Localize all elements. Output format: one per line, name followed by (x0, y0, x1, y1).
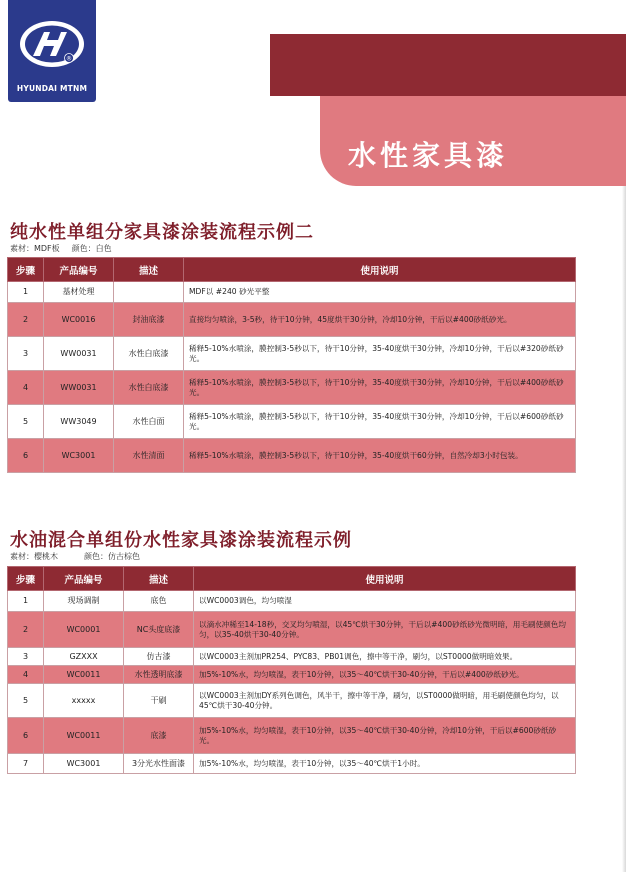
brand-logo (8, 0, 96, 102)
logo-text: HYUNDAI MTNM (16, 84, 88, 93)
registered-mark: ® (66, 55, 72, 63)
usage-cell: 稀释5-10%水喷涂，膜控制3-5秒以下，待干10分钟，35-40度烘干30分钟，冷却10分钟，干后以#600砂纸砂光。 (184, 405, 576, 439)
table-header-row (8, 258, 576, 282)
desc-cell: 水性透明底漆 (124, 666, 194, 684)
desc-cell: 封油底漆 (114, 303, 184, 337)
table-row (8, 591, 576, 612)
code-cell: WC3001 (44, 439, 114, 473)
usage-cell: 稀释5-10%水喷涂，膜控制3-5秒以下，待干10分钟，35-40度烘干30分钟，冷却10分钟，干后以#320砂纸砂光。 (184, 337, 576, 371)
section1-title: 纯水性单组分家具漆涂装流程示例二 (10, 222, 314, 243)
step-cell: 1 (8, 282, 44, 303)
step-cell: 4 (8, 371, 44, 405)
section2-table (7, 566, 576, 774)
header-description: 描述 (124, 567, 194, 591)
table-row (8, 666, 576, 684)
table-row (8, 303, 576, 337)
desc-cell (114, 282, 184, 303)
usage-cell: 稀释5-10%水喷涂，膜控制3-5秒以下，待干10分钟，35-40度烘干30分钟，冷却10分钟，干后以#400砂纸砂光。 (184, 371, 576, 405)
section1-material: 素材：MDF板 (10, 244, 60, 253)
section1-meta (10, 243, 124, 254)
table-row (8, 405, 576, 439)
code-cell: WC0011 (44, 666, 124, 684)
table-row (8, 754, 576, 774)
header-step: 步骤 (8, 258, 44, 282)
table-row (8, 648, 576, 666)
desc-cell: NC头度底漆 (124, 612, 194, 648)
section2-color: 颜色：仿古棕色 (84, 552, 140, 561)
desc-cell: 水性白底漆 (114, 371, 184, 405)
table-row (8, 718, 576, 754)
step-cell: 2 (8, 612, 44, 648)
section1-table (7, 257, 576, 473)
page-edge-shadow (622, 186, 626, 872)
desc-cell: 3分光水性面漆 (124, 754, 194, 774)
usage-cell: 加5%-10%水，均匀喷湿，表干10分钟，以35～40℃烘干1小时。 (194, 754, 576, 774)
code-cell: WC0016 (44, 303, 114, 337)
section1-color: 颜色：白色 (71, 244, 112, 253)
code-cell: WW0031 (44, 371, 114, 405)
code-cell: WC3001 (44, 754, 124, 774)
banner-title-block (320, 96, 626, 186)
code-cell: WW0031 (44, 337, 114, 371)
step-cell: 6 (8, 718, 44, 754)
desc-cell: 干刷 (124, 684, 194, 718)
usage-cell: MDF以 #240 砂光平整 (184, 282, 576, 303)
step-cell: 3 (8, 337, 44, 371)
banner-dark-stripe (270, 34, 626, 96)
usage-cell: 加5%-10%水，均匀喷湿，表干10分钟，以35～40℃烘干30-40分钟，冷却10分钟，干后以#600砂纸砂光。 (194, 718, 576, 754)
desc-cell: 底漆 (124, 718, 194, 754)
usage-cell: 以WC0003主剂加PR254、PYC83、PB01调色，擦中等干净，刷匀，以ST0000做明暗效果。 (194, 648, 576, 666)
hyundai-logo-icon (17, 10, 87, 76)
table-row (8, 612, 576, 648)
header-usage: 使用说明 (184, 258, 576, 282)
desc-cell: 底色 (124, 591, 194, 612)
step-cell: 6 (8, 439, 44, 473)
step-cell: 2 (8, 303, 44, 337)
step-cell: 5 (8, 684, 44, 718)
step-cell: 4 (8, 666, 44, 684)
table-header-row (8, 567, 576, 591)
header-description: 描述 (114, 258, 184, 282)
banner-title: 水性家具漆 (348, 139, 509, 172)
section2-material: 素材：樱桃木 (10, 552, 58, 561)
header-usage: 使用说明 (194, 567, 576, 591)
desc-cell: 仿古漆 (124, 648, 194, 666)
desc-cell: 水性白底漆 (114, 337, 184, 371)
header-product-code: 产品编号 (44, 567, 124, 591)
usage-cell: 以滴水冲稀至14-18秒，交叉均匀喷湿，以45℃烘干30分钟，干后以#400砂纸砂光微明暗，用毛刷使颜色均匀，以35-40烘干30-40分钟。 (194, 612, 576, 648)
usage-cell: 直接均匀喷涂，3-5秒，待干10分钟，45度烘干30分钟，冷却10分钟，干后以#400砂纸砂光。 (184, 303, 576, 337)
header-product-code: 产品编号 (44, 258, 114, 282)
usage-cell: 加5%-10%水，均匀喷湿，表干10分钟，以35～40℃烘干30-40分钟，干后以#400砂纸砂光。 (194, 666, 576, 684)
table-row (8, 439, 576, 473)
header-step: 步骤 (8, 567, 44, 591)
code-cell: WC0011 (44, 718, 124, 754)
table-row (8, 684, 576, 718)
code-cell: xxxxx (44, 684, 124, 718)
section2-title: 水油混合单组份水性家具漆涂装流程示例 (10, 530, 352, 551)
code-cell: GZXXX (44, 648, 124, 666)
code-cell: 现场调制 (44, 591, 124, 612)
step-cell: 3 (8, 648, 44, 666)
table-row (8, 371, 576, 405)
usage-cell: 以WC0003调色，均匀喷湿 (194, 591, 576, 612)
usage-cell: 以WC0003主剂加DY系列色调色，风半干，擦中等干净，刷匀，以ST0000做明暗，用毛刷使颜色均匀，以45℃烘干30-40分钟。 (194, 684, 576, 718)
step-cell: 1 (8, 591, 44, 612)
table-row (8, 282, 576, 303)
step-cell: 7 (8, 754, 44, 774)
code-cell: WC0001 (44, 612, 124, 648)
code-cell: 基材处理 (44, 282, 114, 303)
code-cell: WW3049 (44, 405, 114, 439)
table-row (8, 337, 576, 371)
usage-cell: 稀释5-10%水喷涂，膜控制3-5秒以下，待干10分钟，35-40度烘干60分钟，自然冷却3小时包装。 (184, 439, 576, 473)
section2-meta (10, 551, 152, 562)
step-cell: 5 (8, 405, 44, 439)
desc-cell: 水性白面 (114, 405, 184, 439)
desc-cell: 水性清面 (114, 439, 184, 473)
